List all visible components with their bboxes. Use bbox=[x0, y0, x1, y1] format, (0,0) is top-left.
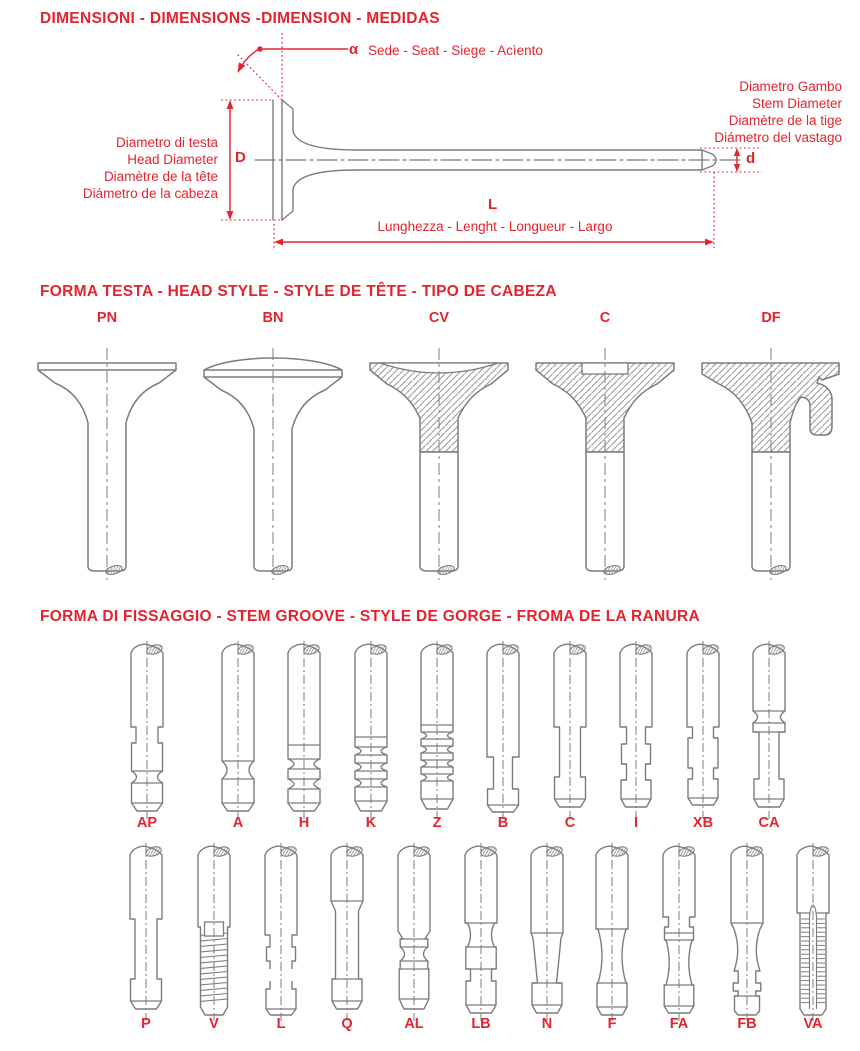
head-style-label-c: C bbox=[599, 310, 611, 326]
stem-groove-drawing-z bbox=[404, 641, 470, 821]
length-symbol: L bbox=[488, 196, 498, 213]
stem-diameter-line-it: Diametro Gambo bbox=[739, 79, 842, 94]
head-style-drawing-df bbox=[686, 348, 856, 584]
stem-groove-drawing-ca bbox=[736, 641, 802, 821]
stem-groove-label-q: Q bbox=[341, 1016, 353, 1032]
dimensions-section-title: DIMENSIONI - DIMENSIONS -DIMENSION - MEDIDAS bbox=[40, 10, 440, 27]
stem-groove-label-z: Z bbox=[432, 815, 442, 831]
stem-groove-label-i: I bbox=[633, 815, 639, 831]
head-style-drawing-cv bbox=[354, 348, 524, 584]
stem-groove-drawing-k bbox=[338, 641, 404, 821]
stem-groove-label-al: AL bbox=[404, 1016, 424, 1032]
stem-groove-label-b: B bbox=[497, 815, 509, 831]
head-style-label-cv: CV bbox=[428, 310, 450, 326]
stem-groove-label-lb: LB bbox=[471, 1016, 491, 1032]
head-diameter-line-it: Diametro di testa bbox=[115, 135, 218, 150]
head-style-label-bn: BN bbox=[262, 310, 284, 326]
head-style-drawing-c bbox=[520, 348, 690, 584]
head-diameter-line-fr: Diamètre de la tête bbox=[103, 169, 218, 184]
stem-groove-label-c: C bbox=[564, 815, 576, 831]
stem-groove-label-n: N bbox=[541, 1016, 553, 1032]
stem-groove-label-f: F bbox=[607, 1016, 617, 1032]
head-diameter-line-en: Head Diameter bbox=[127, 152, 218, 167]
stem-groove-label-v: V bbox=[209, 1016, 219, 1032]
head-diameter-symbol: D bbox=[235, 149, 246, 166]
stem-groove-drawing-b bbox=[470, 641, 536, 821]
stem-groove-drawing-fb bbox=[714, 843, 780, 1023]
stem-groove-drawing-f bbox=[579, 843, 645, 1023]
head-style-label-df: DF bbox=[761, 310, 781, 326]
stem-groove-drawing-p bbox=[113, 843, 179, 1023]
stem-groove-section-title: FORMA DI FISSAGGIO - STEM GROOVE - STYLE DE GORGE - FROMA DE LA RANURA bbox=[40, 608, 700, 625]
stem-diameter-line-en: Stem Diameter bbox=[751, 96, 842, 111]
stem-groove-drawing-l bbox=[248, 843, 314, 1023]
stem-groove-label-l: L bbox=[276, 1016, 286, 1032]
stem-groove-drawing-ap bbox=[114, 641, 180, 821]
stem-groove-drawing-lb bbox=[448, 843, 514, 1023]
stem-groove-label-fb: FB bbox=[737, 1016, 757, 1032]
stem-groove-drawing-fa bbox=[646, 843, 712, 1023]
stem-groove-label-xb: XB bbox=[692, 815, 714, 831]
head-diameter-line-es: Diámetro de la cabeza bbox=[82, 186, 218, 201]
stem-groove-drawing-v bbox=[181, 843, 247, 1023]
stem-diameter-line-es: Diámetro del vastago bbox=[714, 130, 842, 145]
stem-groove-drawing-va bbox=[780, 843, 846, 1023]
alpha-angle-symbol: α bbox=[349, 41, 359, 58]
head-style-drawing-pn bbox=[22, 348, 192, 584]
stem-groove-label-h: H bbox=[298, 815, 310, 831]
stem-diameter-line-fr: Diamètre de la tige bbox=[728, 113, 842, 128]
stem-groove-drawing-xb bbox=[670, 641, 736, 821]
stem-groove-drawing-n bbox=[514, 843, 580, 1023]
length-label: Lunghezza - Lenght - Longueur - Largo bbox=[377, 219, 613, 234]
stem-groove-drawing-a bbox=[205, 641, 271, 821]
stem-diameter-symbol: d bbox=[746, 150, 756, 167]
stem-groove-drawing-c bbox=[537, 641, 603, 821]
stem-groove-drawing-al bbox=[381, 843, 447, 1023]
stem-groove-label-ca: CA bbox=[758, 815, 780, 831]
stem-groove-drawing-h bbox=[271, 641, 337, 821]
stem-groove-drawing-q bbox=[314, 843, 380, 1023]
stem-groove-drawing-i bbox=[603, 641, 669, 821]
head-diameter-label bbox=[38, 134, 218, 202]
stem-groove-label-p: P bbox=[141, 1016, 151, 1032]
stem-groove-label-fa: FA bbox=[669, 1016, 689, 1032]
stem-groove-label-va: VA bbox=[803, 1016, 823, 1032]
head-style-section-title: FORMA TESTA - HEAD STYLE - STYLE DE TÊTE - TIPO DE CABEZA bbox=[40, 283, 557, 300]
head-style-label-pn: PN bbox=[96, 310, 118, 326]
head-style-drawing-bn bbox=[188, 348, 358, 584]
stem-groove-label-k: K bbox=[365, 815, 377, 831]
stem-groove-label-a: A bbox=[232, 815, 244, 831]
stem-diameter-label bbox=[622, 78, 842, 146]
stem-groove-label-ap: AP bbox=[136, 815, 158, 831]
seat-label: Sede - Seat - Siege - Acìento bbox=[368, 43, 543, 58]
